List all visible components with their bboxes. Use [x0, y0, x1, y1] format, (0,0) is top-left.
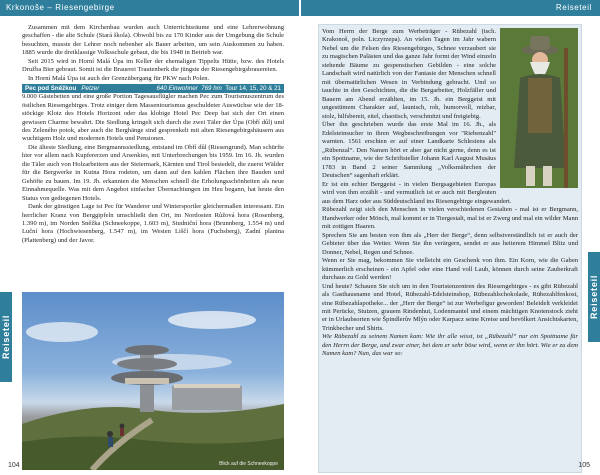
running-header-right: Reiseteil	[301, 0, 600, 16]
paragraph: Er ist ein echter Berggeist - in vielen Bergsagebieten Europas wird von ihm erzählt - und vermutlich ist er auch mit Bergleuten aus dem Harz oder aus Süddeutschland ins Riesengebirge eingewandert.	[322, 180, 512, 205]
tour-refs: Tour 14, 15, 20 & 21	[225, 85, 281, 93]
paragraph: In Horní Malá Úpa ist auch der Grenzübergang für PKW nach Polen.	[28, 74, 210, 82]
paragraph: Zusammen mit dem Kirchenbau wurden auch Unterrichtsräume und eine Lehrerwohnung geschaffen - die alte Schule (Stará škola). Obwohl bis zu 170 Kinder aus der Umgebung die Schule besuchten, musste der Lehrer noch nebenher als Bauer arbeiten, um sein Auskommen zu haben. 1885 wurde die dreiklassige Volksschule gebaut, die bis 1948 in Betrieb war.	[22, 24, 284, 57]
info-box-text	[322, 28, 578, 359]
paragraph: Rübezahl zeigt sich den Menschen in vielen verschiedenen Gestalten - mal ist er Bergmann, Handwerker oder Mönch, mal kommt er in Tiergestalt, mal ist er Zwerg und mal ein wilder Mann mit zottigen Haaren.	[322, 206, 578, 231]
page-number-right: 105	[578, 462, 590, 469]
page-number-left: 104	[8, 462, 20, 469]
left-page-text	[22, 24, 284, 245]
paragraph: Und heute? Schauen Sie sich um in den Touristenzentren des Riesengebirges - es gibt Rübezahl als Gasthausname und Hotel, Rübezahl-Edelsteinshop, Rübezahlschokolade, Rübezahlfenkost, eine Rübezahlapotheke... der „Herr der Berge“ ist zur Werbefigur geworden! Beleidelt verkleidet mit Perücke, Stutzen, grauem Rindenhut, Lodenmantel und einem mächtigen Knotenstock zieht er in Urlaubsorten wie Špindlerův Mlýn oder Karpacz seine Kreise und bevölkert Ansichtskarten, Trinkbecher und Shirts.	[322, 282, 578, 332]
running-header-left: Krkonoše – Riesengebirge	[0, 0, 299, 16]
ruebezahl-costume-photo	[500, 28, 578, 188]
snezka-summit-photo	[22, 292, 284, 470]
place-info-bar	[22, 84, 284, 93]
paragraph: Die älteste Siedlung, eine Bergmannssiedlung, entstand im Obří důl (Riesengrund). Man schürfte hier vor allem nach Kupfererzen und Arsenkies, mit Unterbrechungen bis 1959. Im 16. Jh. wurden die Täler auch von Holzarbeitern aus der Steiermark, Kärnten und Tirol besiedelt, die zuerst Wälder für die Bergwerke in Kutna Hora rodeten, um dann auf den kahlen Flächen ihre Bauden und Gehöfte zu bauen. Im 19. Jh. erkannten die Menschen schnell die Erholungsschönheiten als neue Einnahmequelle. Was mit dem Angebot einfacher Übernachtungen im Heu begann, hat heute den Status von gediegenen Hotels.	[22, 143, 284, 202]
altitude: 769 hm	[201, 85, 222, 93]
paragraph: Seit 2015 wird in Horní Malá Úpa im Keller der ehemaligen Tippelts Hütte, bzw. des Hotels Družba Bier gebraut. Somit ist die Brauerei Trautenberk die jüngste der Riesengebirgsbrauereien.	[22, 57, 284, 74]
paragraph: 9.000 Gästebetten und eine große Portion Tagesausflügler machen Pec zum Tourismuszentrum des östlichen Riesengebirges. Trotz einiger dem Massentourismus geschuldeter Auswüchse wie der 18-stöckige Klotz des Hotels Horizont oder das klobige Hotel Pec Deep hat sich der Ort einen gewissen Charme bewahrt. Die Siedlung kringelt sich durch die zwei Täler der Úpa (Obří důl) und des Zeleného potok, aber auch die Berghänge sind gesprenkelt mit alten Riesengebirgshäusern aus wuchtigem Holz und modernen Hotels und Pensionen.	[22, 93, 284, 143]
inhabitants: 640 Einwohner	[156, 85, 198, 93]
paragraph: Wie Rübezahl zu seinem Namen kam: Wie ihr alle wisst, ist „Rübezahl“ nur ein Spottname für den Herrn der Berge, und zwar einer, bei dem er sehr böse wird, wenn er ihn hört. Wie er zu dem Namen kam? Nun, das war so:	[322, 333, 578, 358]
photo-illustration	[500, 28, 578, 188]
paragraph: Sprechen Sie am besten von ihm als „Herr der Berge“, denn selbstverständlich ist er auch der Gebieter über das Wetter. Wenn Sie ihn verärgern, sendet er aus heiterem Himmel Blitz und Donner, Nebel, Regen und Schnee.	[322, 231, 578, 256]
side-tab-left: Reiseteil	[0, 292, 12, 382]
photo-caption: Blick auf die Schneekoppe	[219, 461, 278, 467]
paragraph: Dank der günstigen Lage ist Pec für Wanderer und Wintersportler gleichermaßen interessant. Ein herrlicher Kranz von Berggipfeln umschließt den Ort, im Nordosten Růžová hora (Rosenberg, 1.390 m), im Norden Sněžka (Schneekoppe, 1.603 m), Studniční hora (Brunnberg, 1.554 m) und Luční hora (Hochwiesenberg, 1.547 m), im Westen Liščí hora (Fuchsberg), Zadní planina (Plattenberg) und der Javor.	[22, 203, 284, 244]
photo-illustration	[22, 292, 284, 470]
side-tab-right: Reiseteil	[588, 252, 600, 342]
paragraph: Wenn er Sie mag, bekommen Sie vielleicht ein Geschenk von ihm. Ein Korn, wie die Gaben kümmerlich erscheinen - ein Apfel oder eine Hand voll Laub, können durch seine Zauberkraft durchaus zu Gold werden!	[322, 257, 578, 282]
place-name-de: Petzer	[81, 85, 100, 93]
paragraph: Über ihn geschrieben wurde das erste Mal im 16. Jh., als Edelsteinsucher in ihren Wegbeschreibungen vor "Riebenzahl" warnten. 1561 erschien er auf einer Landkarte Schlesiens als „Rübenzal“. Den Namen hört er aber gar nicht gerne, denn es ist ein Spottname, wie der Schriftsteller Johann Karl August Musäus 1783 in Band 2 seiner Sammlung „Volksmährchen der Deutschen“ sagenhaft erklärt.	[322, 121, 496, 180]
place-name: Pec pod Sněžkou	[25, 85, 77, 93]
paragraph-text: Vom Herrn der Berge zum Werbeträger - Rübezahl (tsch. Krakonoš, poln. Liczyrzepa). An vielen Tagen im Jahr wabern Nebel um die Felsen des Riesengebirges, Schnee verzaubert sie zu magischen Palästen und das ganze Jahr formt der Wind einzeln stehende Bäume zu gespenstischen Gebilden - eine solche Landschaft wird natürlich von der Fantasie der Menschen schnell mit übernatürlichen Wesen in Verbindung gebracht. Und so tauchte in den Geschichten, die die Bergarbeiter, Holzfäller und Bauern am Abend erzählten, im 15. Jh. ein Berggeist mit ungestümem Charakter auf, launisch, roh, humorvoll, reizbar, stolz, hilfsbereit, eitel, chaotisch, verschmitzt und freigiebig.	[322, 28, 496, 120]
